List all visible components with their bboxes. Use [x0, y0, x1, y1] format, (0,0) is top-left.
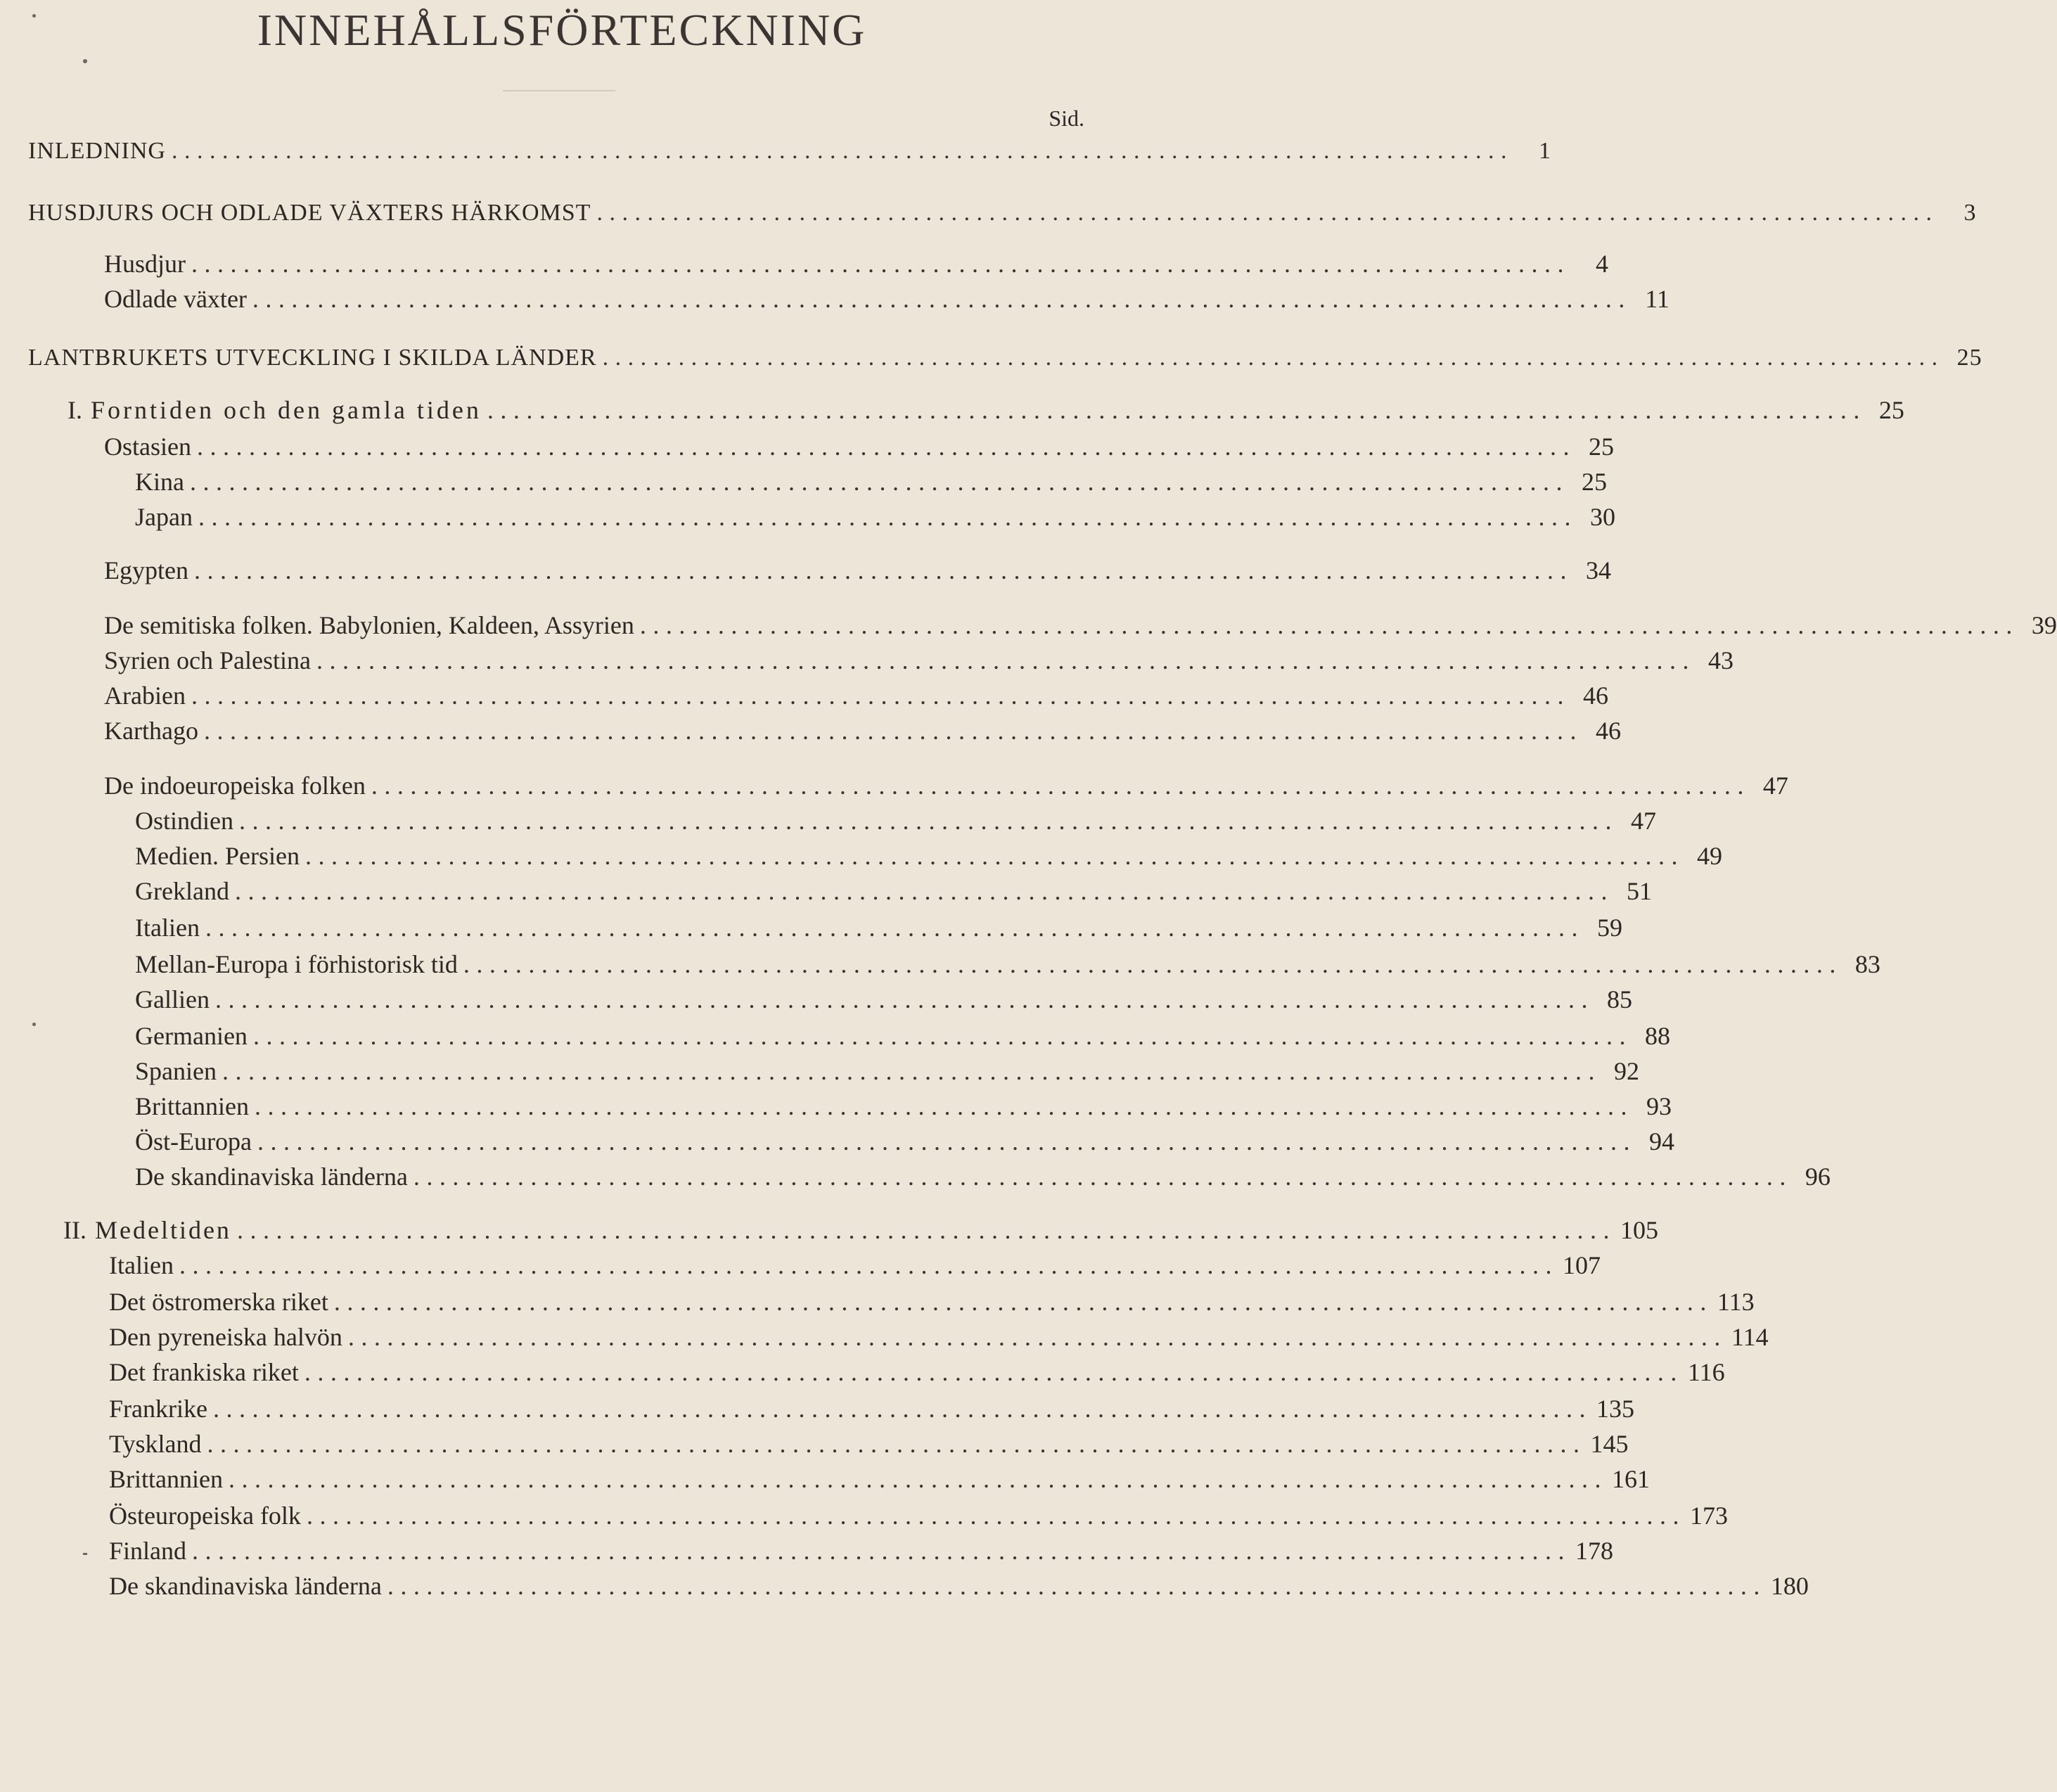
toc-entry [104, 681, 1608, 710]
dot-leader: .......................................................................................................... [214, 985, 1594, 1013]
toc-entry-label: Grekland [135, 877, 229, 905]
toc-entry [28, 345, 1982, 373]
toc-entry-label: Karthago [104, 717, 198, 745]
toc-entry [109, 1394, 1634, 1423]
toc-entry [135, 806, 1656, 835]
toc-entry-label: Husdjur [104, 250, 186, 278]
dot-leader: .......................................................................................................... [305, 842, 1684, 870]
toc-entry-page: 116 [1687, 1358, 1725, 1386]
toc-entry [104, 771, 1788, 800]
toc-entry-page: 47 [1631, 807, 1656, 835]
toc-entry [104, 610, 2057, 639]
toc-entry [109, 1322, 1769, 1351]
toc-entry [135, 1092, 1672, 1120]
dot-leader: .......................................................................................................... [191, 250, 1570, 278]
toc-entry-label: Brittannien [109, 1465, 223, 1493]
toc-entry-page: 178 [1575, 1537, 1614, 1565]
toc-entry-page: 25 [1878, 396, 1904, 424]
dot-leader: .......................................................................................................... [171, 138, 1513, 164]
dot-leader: .......................................................................................................... [252, 1022, 1632, 1050]
toc-entry-page: 114 [1731, 1323, 1769, 1351]
toc-entry-page: 4 [1596, 250, 1608, 278]
toc-entry-page: 88 [1644, 1022, 1670, 1050]
dot-leader: .......................................................................................................... [316, 646, 1696, 674]
toc-entry-label: Tyskland [109, 1430, 202, 1458]
dot-leader: .......................................................................................................... [254, 1092, 1634, 1120]
toc-entry-page: 94 [1648, 1127, 1674, 1156]
toc-entry [135, 1021, 1670, 1050]
toc-entry-label: Östeuropeiska folk [109, 1502, 301, 1530]
dot-leader: .......................................................................................................... [179, 1251, 1558, 1279]
dot-leader: .......................................................................................................... [304, 1358, 1684, 1386]
page-title: INNEHÅLLSFÖRTECKNING [257, 5, 867, 55]
toc-entry-page: 96 [1805, 1163, 1831, 1191]
dot-leader: .......................................................................................................... [207, 1430, 1587, 1458]
dot-leader: .......................................................................................................... [212, 1395, 1592, 1423]
dot-leader: .......................................................................................................... [306, 1502, 1686, 1530]
toc-entry [135, 985, 1632, 1013]
dot-leader: .......................................................................................................... [193, 556, 1573, 584]
print-speck [83, 59, 87, 63]
toc-entry-label: Det östromerska riket [109, 1288, 328, 1316]
toc-entry-page: 105 [1620, 1216, 1658, 1244]
toc-entry-label: De skandinaviska länderna [135, 1163, 408, 1191]
dot-leader: .......................................................................................................... [413, 1163, 1793, 1191]
toc-entry-page: 25 [1581, 468, 1607, 496]
toc-entry-label: Frankrike [109, 1395, 207, 1423]
toc-entry-label: Brittannien [135, 1092, 249, 1120]
dot-leader: .......................................................................................................... [239, 807, 1618, 835]
toc-entry-page: 113 [1717, 1288, 1755, 1316]
dot-leader: .......................................................................................................... [596, 200, 1939, 226]
dot-leader: .......................................................................................................... [203, 717, 1583, 745]
toc-entry-page: 92 [1613, 1057, 1639, 1085]
toc-entry-page: 49 [1696, 842, 1722, 870]
toc-entry-label: Japan [135, 503, 193, 531]
toc-entry-page: 180 [1770, 1572, 1809, 1600]
toc-entry [109, 1501, 1728, 1530]
title-rule [503, 90, 615, 91]
toc-entry-page: 135 [1596, 1395, 1634, 1423]
toc-entry [109, 1464, 1650, 1493]
toc-entry-label: Medeltiden [94, 1216, 231, 1244]
toc-entry-label: Det frankiska riket [109, 1358, 299, 1386]
toc-entry-label: Kina [135, 468, 184, 496]
dot-leader: .......................................................................................................... [191, 681, 1570, 710]
dot-leader: .......................................................................................................... [252, 285, 1632, 313]
toc-entry-page: 43 [1707, 646, 1734, 674]
toc-entry [135, 913, 1622, 942]
toc-entry [104, 249, 1608, 278]
dot-leader: .......................................................................................................... [387, 1572, 1767, 1600]
toc-entry-page: 93 [1646, 1092, 1672, 1120]
toc-entry [104, 716, 1621, 745]
toc-entry-page: 47 [1762, 772, 1788, 800]
dot-leader: .......................................................................................................... [192, 1537, 1572, 1565]
dot-leader: .......................................................................................................... [347, 1323, 1727, 1351]
toc-entry-page: 1 [1538, 138, 1551, 164]
toc-entry-page: 39 [2031, 611, 2057, 639]
toc-entry-label: Egypten [104, 556, 188, 584]
toc-entry-page: 59 [1596, 914, 1622, 942]
toc-entry [135, 1127, 1674, 1156]
toc-entry-label: Arabien [104, 681, 186, 710]
dot-leader: .......................................................................................................... [205, 914, 1584, 942]
toc-entry-page: 30 [1589, 503, 1615, 531]
section-numeral: I. [68, 396, 82, 424]
toc-entry-label: Spanien [135, 1057, 217, 1085]
toc-entry-page: 34 [1585, 556, 1611, 584]
toc-entry [109, 1536, 1614, 1565]
toc-entry [104, 556, 1611, 584]
toc-entry-page: 173 [1689, 1502, 1728, 1530]
toc-section-entry [63, 1215, 1658, 1244]
toc-entry-label: Ostindien [135, 807, 233, 835]
toc-entry-label: De indoeuropeiska folken [104, 772, 366, 800]
toc-entry-label: INLEDNING [28, 138, 166, 164]
toc-entry-page: 145 [1590, 1430, 1629, 1458]
toc-entry-label: Ostasien [104, 433, 191, 461]
toc-entry-page: 83 [1854, 950, 1880, 978]
dot-leader: .......................................................................................................... [333, 1288, 1713, 1316]
dot-leader: .......................................................................................................... [196, 433, 1576, 461]
toc-entry-label: Syrien och Palestina [104, 646, 311, 674]
toc-entry-label: Medien. Persien [135, 842, 300, 870]
print-speck [83, 1553, 87, 1555]
dot-leader: .......................................................................................................... [487, 396, 1866, 424]
toc-entry-page: 161 [1611, 1465, 1650, 1493]
toc-entry [109, 1429, 1629, 1458]
dot-leader: .......................................................................................................... [222, 1057, 1601, 1085]
toc-entry-label: De skandinaviska länderna [109, 1572, 382, 1600]
toc-entry [135, 841, 1722, 870]
toc-entry-label: Öst-Europa [135, 1127, 252, 1156]
toc-entry [135, 1056, 1639, 1085]
toc-entry [135, 1162, 1831, 1191]
toc-section-entry [68, 395, 1904, 424]
toc-entry [135, 467, 1607, 496]
toc-entry-label: HUSDJURS OCH ODLADE VÄXTERS HÄRKOMST [28, 200, 591, 226]
toc-entry-label: LANTBRUKETS UTVECKLING I SKILDA LÄNDER [28, 345, 597, 371]
toc-entry-label: Odlade växter [104, 285, 247, 313]
toc-entry-label: Germanien [135, 1022, 248, 1050]
toc-entry-label: Gallien [135, 985, 210, 1013]
toc-entry [104, 432, 1614, 461]
toc-entry-page: 46 [1595, 717, 1621, 745]
toc-entry-page: 25 [1588, 433, 1614, 461]
section-numeral: II. [63, 1216, 86, 1244]
dot-leader: .......................................................................................................... [602, 345, 1944, 371]
dot-leader: .......................................................................................................... [371, 772, 1750, 800]
toc-entry-page: 11 [1645, 285, 1670, 313]
dot-leader: .......................................................................................................... [257, 1127, 1636, 1156]
toc-entry [109, 1287, 1755, 1316]
toc-entry-label: De semitiska folken. Babylonien, Kaldeen, Assyrien [104, 611, 634, 639]
toc-entry-label: Forntiden och den gamla tiden [91, 396, 482, 424]
toc-entry-page: 25 [1956, 345, 1982, 371]
toc-entry [135, 949, 1880, 978]
print-speck [32, 1023, 36, 1026]
toc-entry-label: Den pyreneiska halvön [109, 1323, 342, 1351]
toc-entry-label: Italien [109, 1251, 174, 1279]
toc-entry [109, 1250, 1601, 1279]
dot-leader: .......................................................................................................... [463, 950, 1843, 978]
toc-entry [104, 646, 1734, 674]
toc-entry-page: 107 [1562, 1251, 1601, 1279]
toc-entry-page: 3 [1963, 200, 1977, 226]
dot-leader: .......................................................................................................... [234, 877, 1614, 905]
dot-leader: .......................................................................................................... [236, 1216, 1616, 1244]
toc-entry [104, 284, 1670, 313]
toc-entry-page: 46 [1582, 681, 1608, 710]
toc-entry [109, 1571, 1809, 1600]
toc-entry [109, 1357, 1725, 1386]
dot-leader: .......................................................................................................... [228, 1465, 1608, 1493]
toc-entry-page: 51 [1626, 877, 1652, 905]
toc-entry [135, 502, 1615, 531]
toc-entry-page: 85 [1606, 985, 1632, 1013]
dot-leader: .......................................................................................................... [189, 468, 1569, 496]
toc-entry-label: Italien [135, 914, 200, 942]
dot-leader: .......................................................................................................... [639, 611, 2019, 639]
toc-entry-label: Finland [109, 1537, 187, 1565]
toc-entry [135, 876, 1652, 905]
toc-entry-label: Mellan-Europa i förhistorisk tid [135, 950, 458, 978]
toc-entry [28, 138, 1551, 166]
toc-entry [28, 200, 1977, 228]
dot-leader: .......................................................................................................... [198, 503, 1577, 531]
page-column-header: Sid. [1049, 105, 1084, 131]
print-speck [32, 14, 36, 18]
